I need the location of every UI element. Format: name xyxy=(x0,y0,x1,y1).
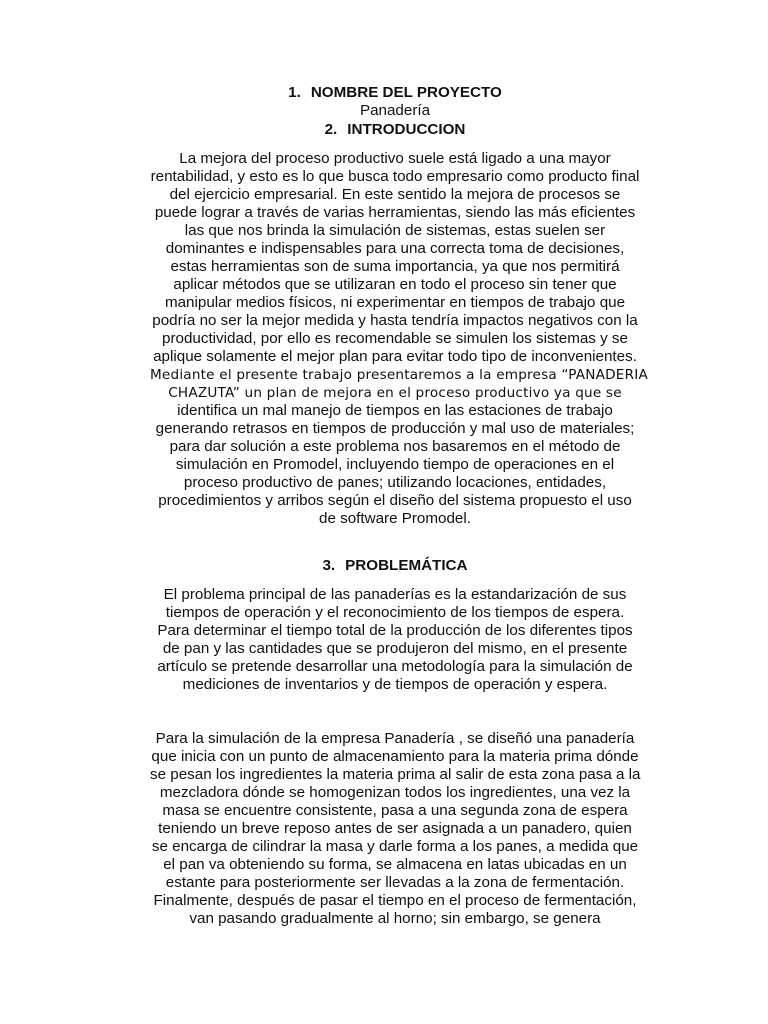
paragraph-line: se pesan los ingredientes la materia prima al salir de esta zona pasa a la xyxy=(150,766,641,783)
section-title: PROBLEMÁTICA xyxy=(345,557,468,574)
paragraph-line: procedimientos y arribos según el diseño del sistema propuesto el uso xyxy=(158,492,632,509)
paragraph-line: que inicia con un punto de almacenamiento para la materia prima dónde xyxy=(151,748,639,765)
section-project-name xyxy=(150,84,640,120)
section-heading xyxy=(150,121,640,139)
paragraph-line: La mejora del proceso productivo suele está ligado a una mayor xyxy=(179,150,611,167)
paragraph-line: El problema principal de las panaderías es la estandarización de sus xyxy=(163,586,627,603)
paragraph-line: podría no ser la mejor medida y hasta tendría impactos negativos con la xyxy=(152,312,638,329)
paragraph-line: tiempos de operación y el reconocimiento de los tiempos de espera. xyxy=(165,604,625,621)
section-number: 2. xyxy=(324,121,338,138)
paragraph-line: proceso productivo de panes; utilizando locaciones, entidades, xyxy=(183,474,607,491)
section-problem-heading xyxy=(150,557,640,575)
paragraph-line: aplicar métodos que se utilizaran en todo el proceso sin tener que xyxy=(173,276,617,293)
paragraph-line: de software Promodel. xyxy=(319,510,471,527)
paragraph-line: masa se encuentre consistente, pasa a una segunda zona de espera xyxy=(162,802,628,819)
paragraph-line: las que nos brinda la simulación de sistemas, estas suelen ser xyxy=(184,222,606,239)
section-title: NOMBRE DEL PROYECTO xyxy=(310,84,502,101)
paragraph-line: CHAZUTA” un plan de mejora en el proceso productivo ya que se xyxy=(168,385,622,401)
paragraph-line: generando retrasos en tiempos de producción y mal uso de materiales; xyxy=(155,420,635,437)
paragraph-line: productividad, por ello es recomendable se simulen los sistemas y se xyxy=(162,330,628,347)
paragraph-line: simulación en Promodel, incluyendo tiempo de operaciones en el xyxy=(175,456,615,473)
introduction-paragraph xyxy=(150,150,648,528)
paragraph-line: teniendo un breve reposo antes de ser asignada a un panadero, quien xyxy=(158,820,632,837)
section-heading xyxy=(150,557,640,575)
paragraph-line: del ejercicio empresarial. En este sentido la mejora de procesos se xyxy=(169,186,621,203)
paragraph-line: manipular medios físicos, ni experimentar en tiempos de trabajo que xyxy=(164,294,626,311)
paragraph-line: aplique solamente el mejor plan para evitar todo tipo de inconvenientes. xyxy=(153,348,637,365)
paragraph-line: dominantes e indispensables para una correcta toma de decisiones, xyxy=(165,240,625,257)
paragraph-line: Mediante el presente trabajo presentaremos a la empresa “PANADERIA xyxy=(150,367,648,383)
paragraph-line: se encarga de cilindrar la masa y darle forma a los panes, a medida que xyxy=(151,838,639,855)
paragraph-line: van pasando gradualmente al horno; sin embargo, se genera xyxy=(189,910,601,927)
paragraph-line: Finalmente, después de pasar el tiempo en el proceso de fermentación, xyxy=(153,892,637,909)
paragraph-line: estas herramientas son de suma importancia, ya que nos permitirá xyxy=(170,258,620,275)
problem-paragraph xyxy=(150,586,640,694)
paragraph-line: Para la simulación de la empresa Panadería , se diseñó una panadería xyxy=(155,730,635,747)
paragraph-line: identifica un mal manejo de tiempos en las estaciones de trabajo xyxy=(177,402,613,419)
paragraph-line: artículo se pretende desarrollar una metodología para la simulación de xyxy=(157,658,633,675)
section-introduction-heading xyxy=(150,121,640,139)
paragraph-line: estante para posteriormente ser llevadas a la zona de fermentación. xyxy=(165,874,625,891)
paragraph-line: de pan y las cantidades que se produjeron del mismo, en el presente xyxy=(162,640,628,657)
paragraph-line: rentabilidad, y esto es lo que busca todo empresario como producto final xyxy=(150,168,640,185)
paragraph-line: puede lograr a través de varias herramientas, siendo las más eficientes xyxy=(154,204,636,221)
project-name: Panadería xyxy=(359,102,431,119)
paragraph-line: Para determinar el tiempo total de la producción de los diferentes tipos xyxy=(157,622,633,639)
section-number: 1. xyxy=(288,84,301,101)
paragraph-line: mezcladora dónde se homogenizan todos los ingredientes, una vez la xyxy=(159,784,631,801)
section-number: 3. xyxy=(322,557,336,574)
simulation-paragraph xyxy=(150,730,640,928)
paragraph-line: el pan va obteniendo su forma, se almacena en latas ubicadas en un xyxy=(163,856,627,873)
paragraph-line: para dar solución a este problema nos basaremos en el método de xyxy=(169,438,621,455)
paragraph-line: mediciones de inventarios y de tiempos de operación y espera. xyxy=(182,676,608,693)
section-title: INTRODUCCION xyxy=(347,121,466,138)
section-heading xyxy=(150,84,640,102)
